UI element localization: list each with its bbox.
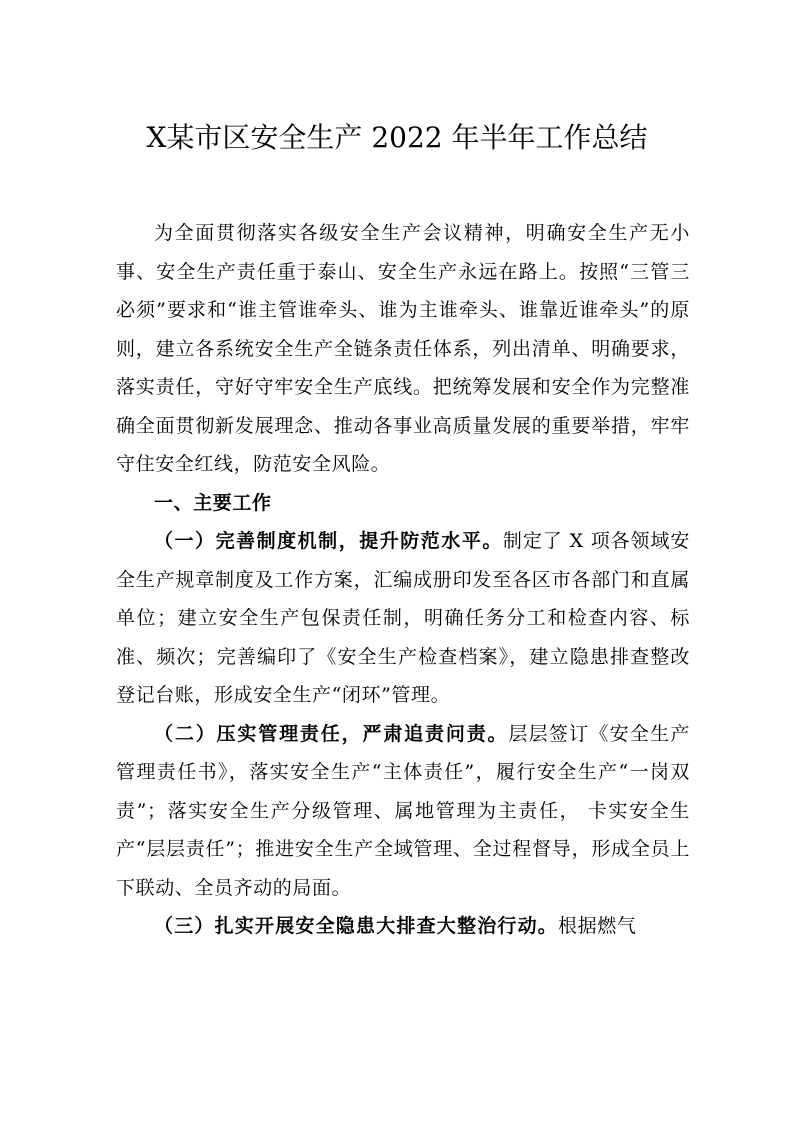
item-paragraph-3: [116, 907, 690, 946]
item-2-lead: （二）压实管理责任，严肃追责问责。: [154, 722, 509, 745]
item-3-lead: （三）扎实开展安全隐患大排查大整治行动。: [154, 915, 559, 937]
section-heading-main-work: 一、主要工作: [154, 491, 272, 514]
document-body: [116, 214, 690, 946]
item-3-text: 根据燃气: [558, 915, 637, 937]
item-2-text: 层层签订《安全生产管理责任书》，落实安全生产“主体责任”，履行安全生产“一岗双责”；落实安全生产分级管理、属地管理为主责任， 卡实安全生产“层层责任”；推进安全生产全域管理、全过程督导，形成全员上下联动、全员齐动的局面。: [116, 722, 691, 899]
item-paragraph-1: [116, 522, 690, 715]
intro-paragraph: 为全面贯彻落实各级安全生产会议精神，明确安全生产无小事、安全生产责任重于泰山、安全生产永远在路上。按照“三管三必须”要求和“谁主管谁牵头、谁为主谁牵头、谁靠近谁牵头”的原则，建立各系统安全生产全链条责任体系，列出清单、明确要求，落实责任，守好守牢安全生产底线。把统筹发展和安全作为完整准确全面贯彻新发展理念、推动各事业高质量发展的重要举措，牢牢守住安全红线，防范安全风险。: [116, 222, 690, 475]
item-paragraph-2: [116, 715, 690, 908]
document-title: X某市区安全生产 2022 年半年工作总结: [146, 121, 648, 154]
item-1-lead: （一）完善制度机制，提升防范水平。: [154, 530, 503, 552]
item-1-text: 制定了 X 项各领域安全生产规章制度及工作方案，汇编成册印发至各区市各部门和直属单位；建立安全生产包保责任制，明确任务分工和检查内容、标准、频次；完善编印了《安全生产检查档案》，建立隐患排查整改登记台账，形成安全生产“闭环”管理。: [116, 530, 690, 706]
